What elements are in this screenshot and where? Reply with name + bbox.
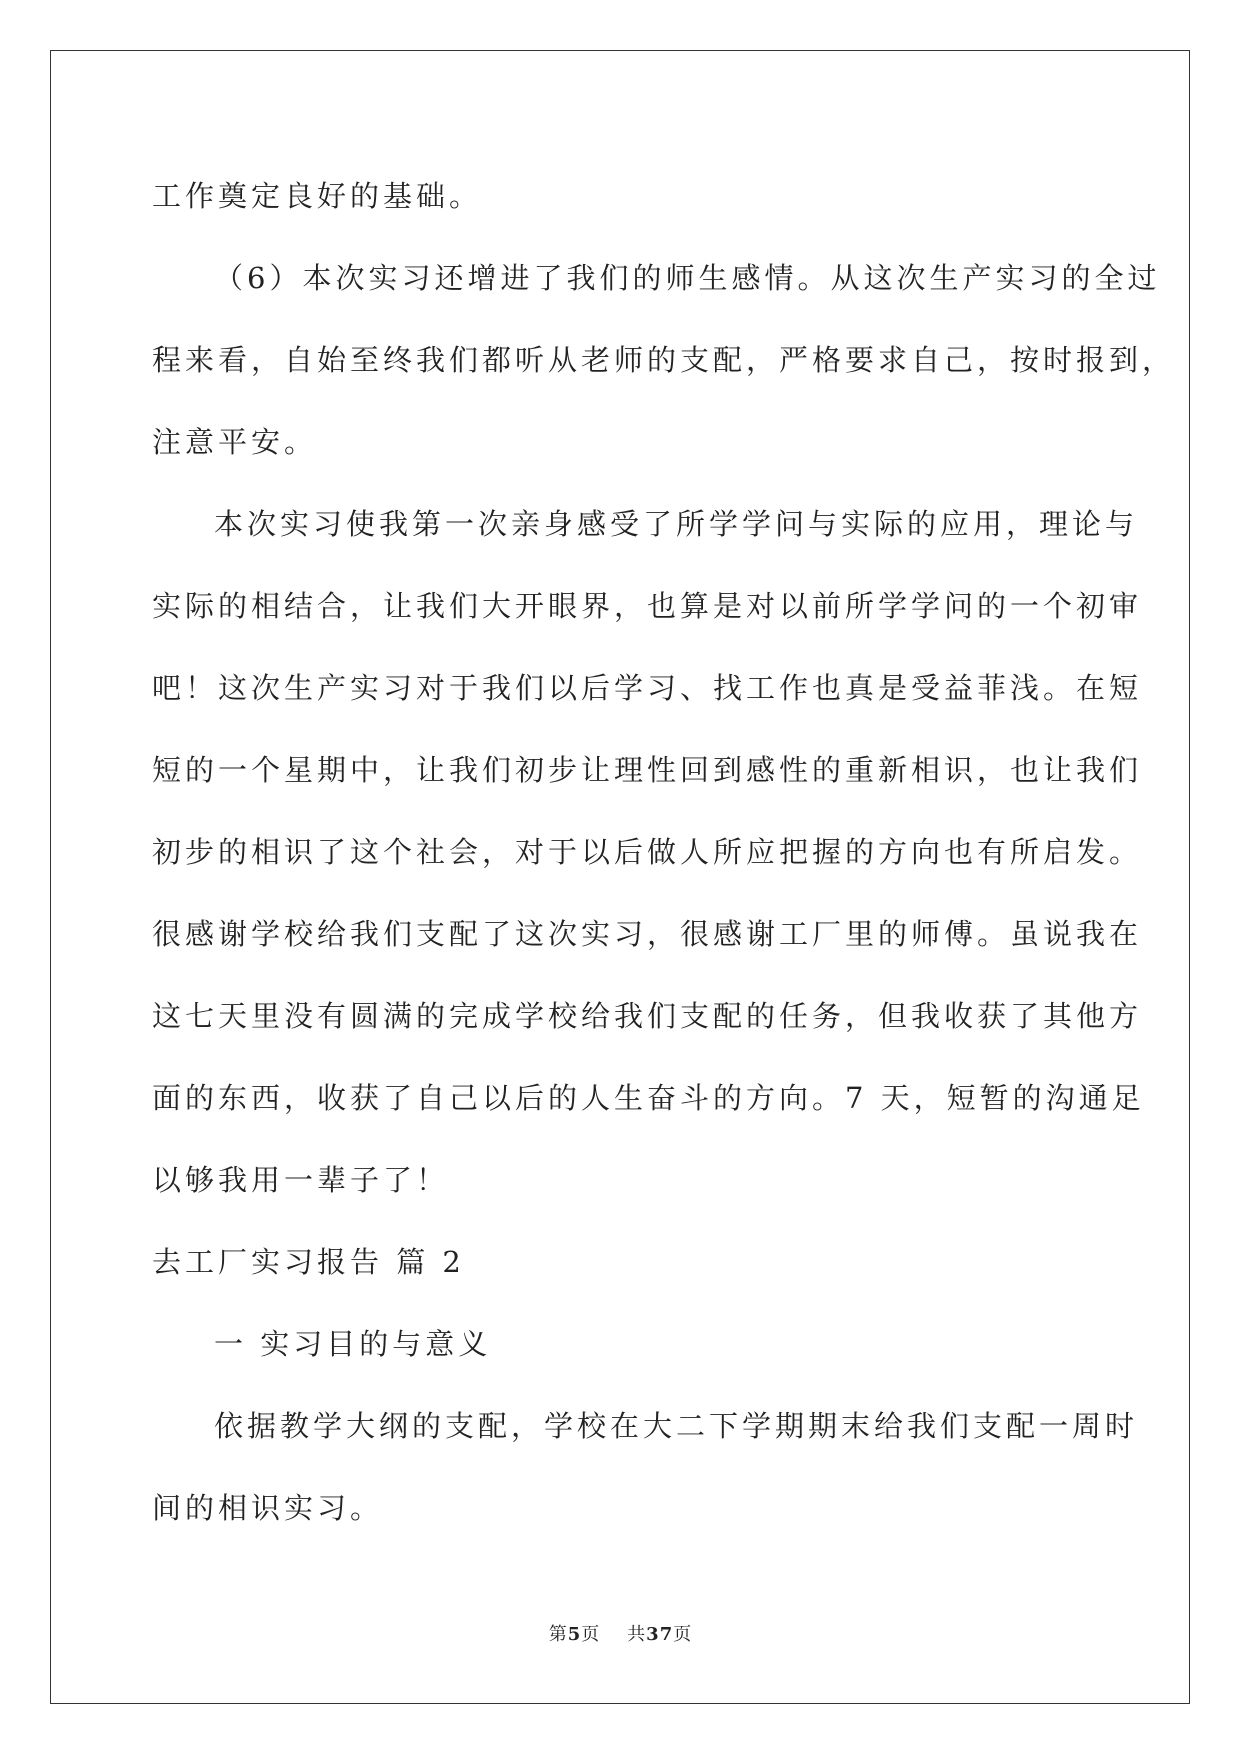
text-line: 依据教学大纲的支配，学校在大二下学期期末给我们支配一周时 bbox=[214, 1409, 1139, 1443]
text-line: 注意平安。 bbox=[152, 425, 318, 459]
text-line: 程来看，自始至终我们都听从老师的支配，严格要求自己，按时报到， bbox=[152, 343, 1176, 377]
text-line: 本次实习使我第一次亲身感受了所学学问与实际的应用，理论与 bbox=[214, 507, 1139, 541]
text-line: （6）本次实习还增进了我们的师生感情。从这次生产实习的全过 bbox=[214, 261, 1161, 295]
footer-page-suffix: 页 bbox=[581, 1624, 601, 1645]
text-line: 很感谢学校给我们支配了这次实习，很感谢工厂里的师傅。虽说我在 bbox=[152, 917, 1143, 951]
text-line: 间的相识实习。 bbox=[152, 1491, 384, 1525]
text-line: 吧！这次生产实习对于我们以后学习、找工作也真是受益菲浅。在短 bbox=[152, 671, 1143, 705]
page-footer bbox=[0, 1620, 1241, 1646]
text-line: 初步的相识了这个社会，对于以后做人所应把握的方向也有所启发。 bbox=[152, 835, 1143, 869]
text-line: 短的一个星期中，让我们初步让理性回到感性的重新相识，也让我们 bbox=[152, 753, 1143, 787]
text-line: 以够我用一辈子了！ bbox=[152, 1163, 450, 1197]
text-line: 实际的相结合，让我们大开眼界，也算是对以前所学学问的一个初审 bbox=[152, 589, 1143, 623]
subsection-heading: 一 实习目的与意义 bbox=[214, 1327, 492, 1361]
footer-total-suffix: 页 bbox=[673, 1624, 693, 1645]
document-body bbox=[152, 155, 1176, 1549]
text-line: 这七天里没有圆满的完成学校给我们支配的任务，但我收获了其他方 bbox=[152, 999, 1143, 1033]
section-heading: 去工厂实习报告 篇 2 bbox=[152, 1245, 465, 1279]
current-page-number: 5 bbox=[567, 1624, 582, 1645]
text-line: 工作奠定良好的基础。 bbox=[152, 179, 483, 213]
total-page-count: 37 bbox=[646, 1624, 674, 1645]
footer-total-prefix: 共 bbox=[627, 1624, 647, 1645]
footer-prefix: 第 bbox=[548, 1624, 568, 1645]
text-line: 面的东西，收获了自己以后的人生奋斗的方向。7 天，短暂的沟通足 bbox=[152, 1081, 1145, 1115]
